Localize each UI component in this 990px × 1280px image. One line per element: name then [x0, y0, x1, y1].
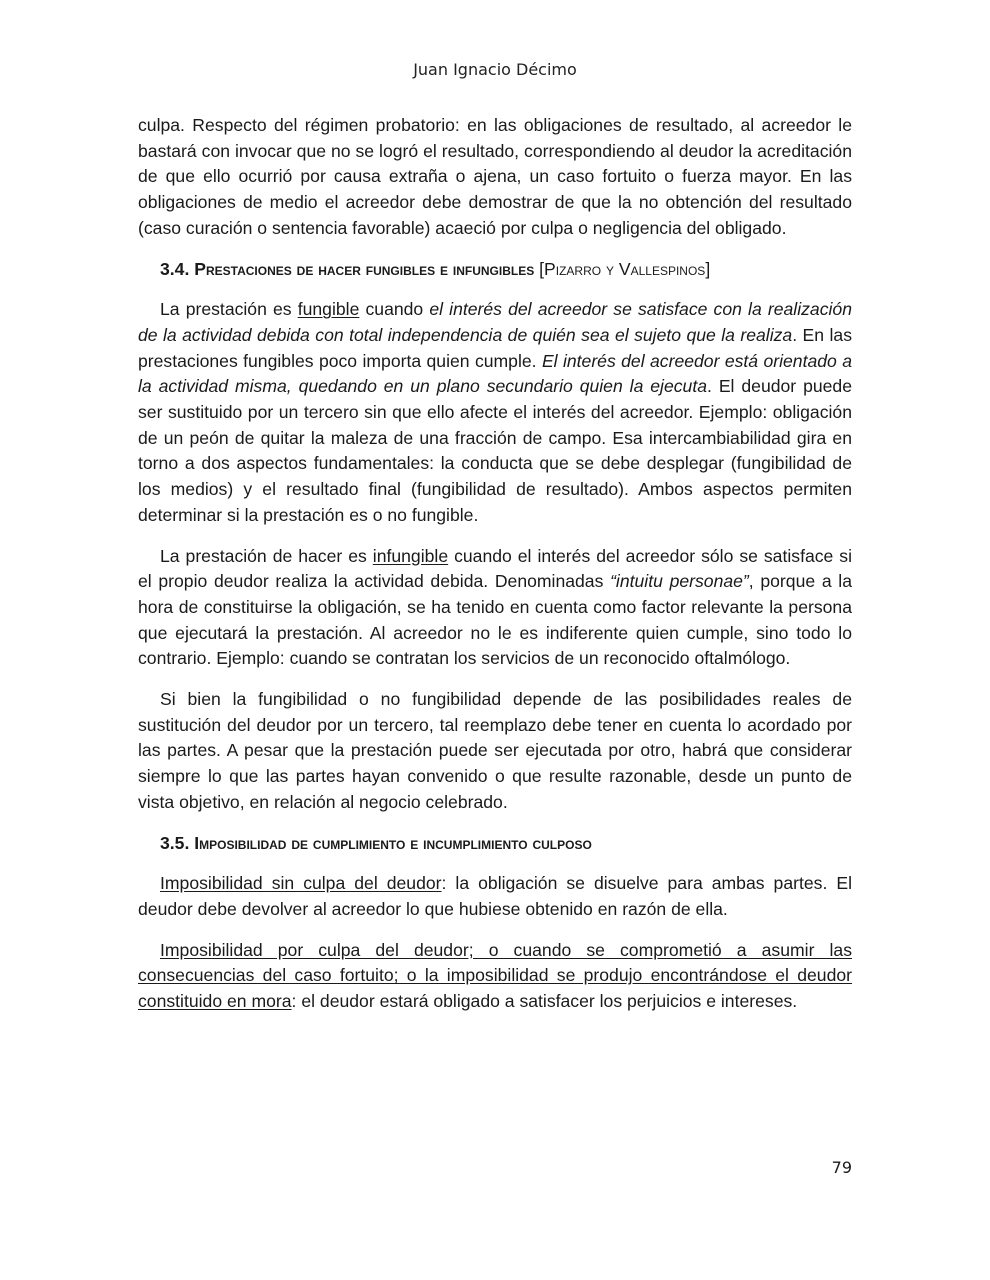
italic-latin-term: “intuitu personae” [610, 571, 749, 592]
page-number: 79 [831, 1158, 852, 1177]
section-title: Imposibilidad de cumplimiento e incumplimiento culposo [194, 832, 592, 853]
text-run: La prestación es [160, 299, 298, 320]
section-reference: Pizarro y Vallespinos [544, 258, 706, 279]
section-number: 3.5. [160, 832, 190, 853]
section-title: Prestaciones de hacer fungibles e infungibles [194, 258, 535, 279]
section-heading-3-5 [138, 831, 852, 857]
text-run: cuando el interés del acreedor sólo se satisface si el propio deudor realiza la actividad debida. Denominadas [138, 545, 852, 592]
running-header: Juan Ignacio Décimo [413, 60, 577, 79]
paragraph-regimen-probatorio: culpa. Respecto del régimen probatorio: en las obligaciones de resultado, al acreedor le bastará con invocar que no se logró el resultado, correspondiendo al deudor la acreditación de que ello ocurrió por causa extraña o ajena, un caso fortuito o fuerza mayor. En las obligaciones de medio el acreedor debe demostrar de que la no obtención del resultado (caso curación o sentencia favorable) acaeció por culpa o negligencia del obligado. [138, 115, 852, 238]
reference-close-bracket: ] [705, 258, 711, 279]
text-run: La prestación de hacer es [160, 545, 373, 566]
underlined-term: Imposibilidad por culpa del deudor; o cuando se comprometió a asumir las consecuencias del caso fortuito; o la imposibilidad se produjo encontrándose el deudor constituido en mora [138, 939, 852, 1012]
text-run: . En las prestaciones fungibles poco importa quien cumple. [138, 324, 852, 371]
italic-definition: El interés del acreedor está orientado a la actividad misma, quedando en un plano secundario quien la ejecuta [138, 350, 852, 397]
text-run: : la obligación se disuelve para ambas partes. El deudor debe devolver al acreedor lo que hubiese obtenido en razón de ella. [138, 873, 852, 919]
text-run: . El deudor puede ser sustituido por un tercero sin que ello afecte el interés del acreedor. Ejemplo: obligación de un peón de quitar la maleza de una fracción de campo. Esa intercambiabilidad gira en torno a dos aspectos fundamentales: la conducta que se debe desplegar (fungibilidad de los medios) y el resultado final (fungibilidad de resultado). Ambos aspectos permiten determinar si la prestación es o no fungible. [138, 376, 853, 525]
body-text [138, 113, 852, 1030]
section-number: 3.4. [160, 258, 190, 279]
paragraph-imposibilidad-por-culpa [138, 938, 852, 1015]
section-heading-3-4 [138, 257, 852, 283]
text-run: , porque a la hora de constituirse la obligación, se ha tenido en cuenta como factor relevante la persona que ejecutará la prestación. Al acreedor no le es indiferente quien cumple, sino todo lo contrario. Ejemplo: cuando se contratan los servicios de un reconocido oftalmólogo. [138, 571, 852, 669]
paragraph-imposibilidad-sin-culpa [138, 871, 852, 922]
reference-open-bracket: [ [534, 258, 545, 279]
underlined-term: Imposibilidad sin culpa del deudor [160, 873, 442, 894]
underlined-term-fungible: fungible [297, 299, 360, 320]
paragraph-infungible [138, 544, 852, 673]
paragraph-fungible [138, 297, 852, 528]
paragraph-sustitucion: Si bien la fungibilidad o no fungibilidad depende de las posibilidades reales de sustitución del deudor por un tercero, tal reemplazo debe tener en cuenta lo acordado por las partes. A pesar que la prestación puede ser ejecutada por otro, habrá que considerar siempre lo que las partes hayan convenido o que resulte razonable, desde un punto de vista objetivo, en relación al negocio celebrado. [138, 689, 852, 812]
italic-definition: el interés del acreedor se satisface con la realización de la actividad debida con total independencia de quién sea el sujeto que la realiza [138, 299, 852, 345]
underlined-term-infungible: infungible [372, 545, 449, 566]
text-run: cuando [359, 299, 430, 320]
text-run: : el deudor estará obligado a satisfacer los perjuicios e intereses. [291, 991, 798, 1012]
